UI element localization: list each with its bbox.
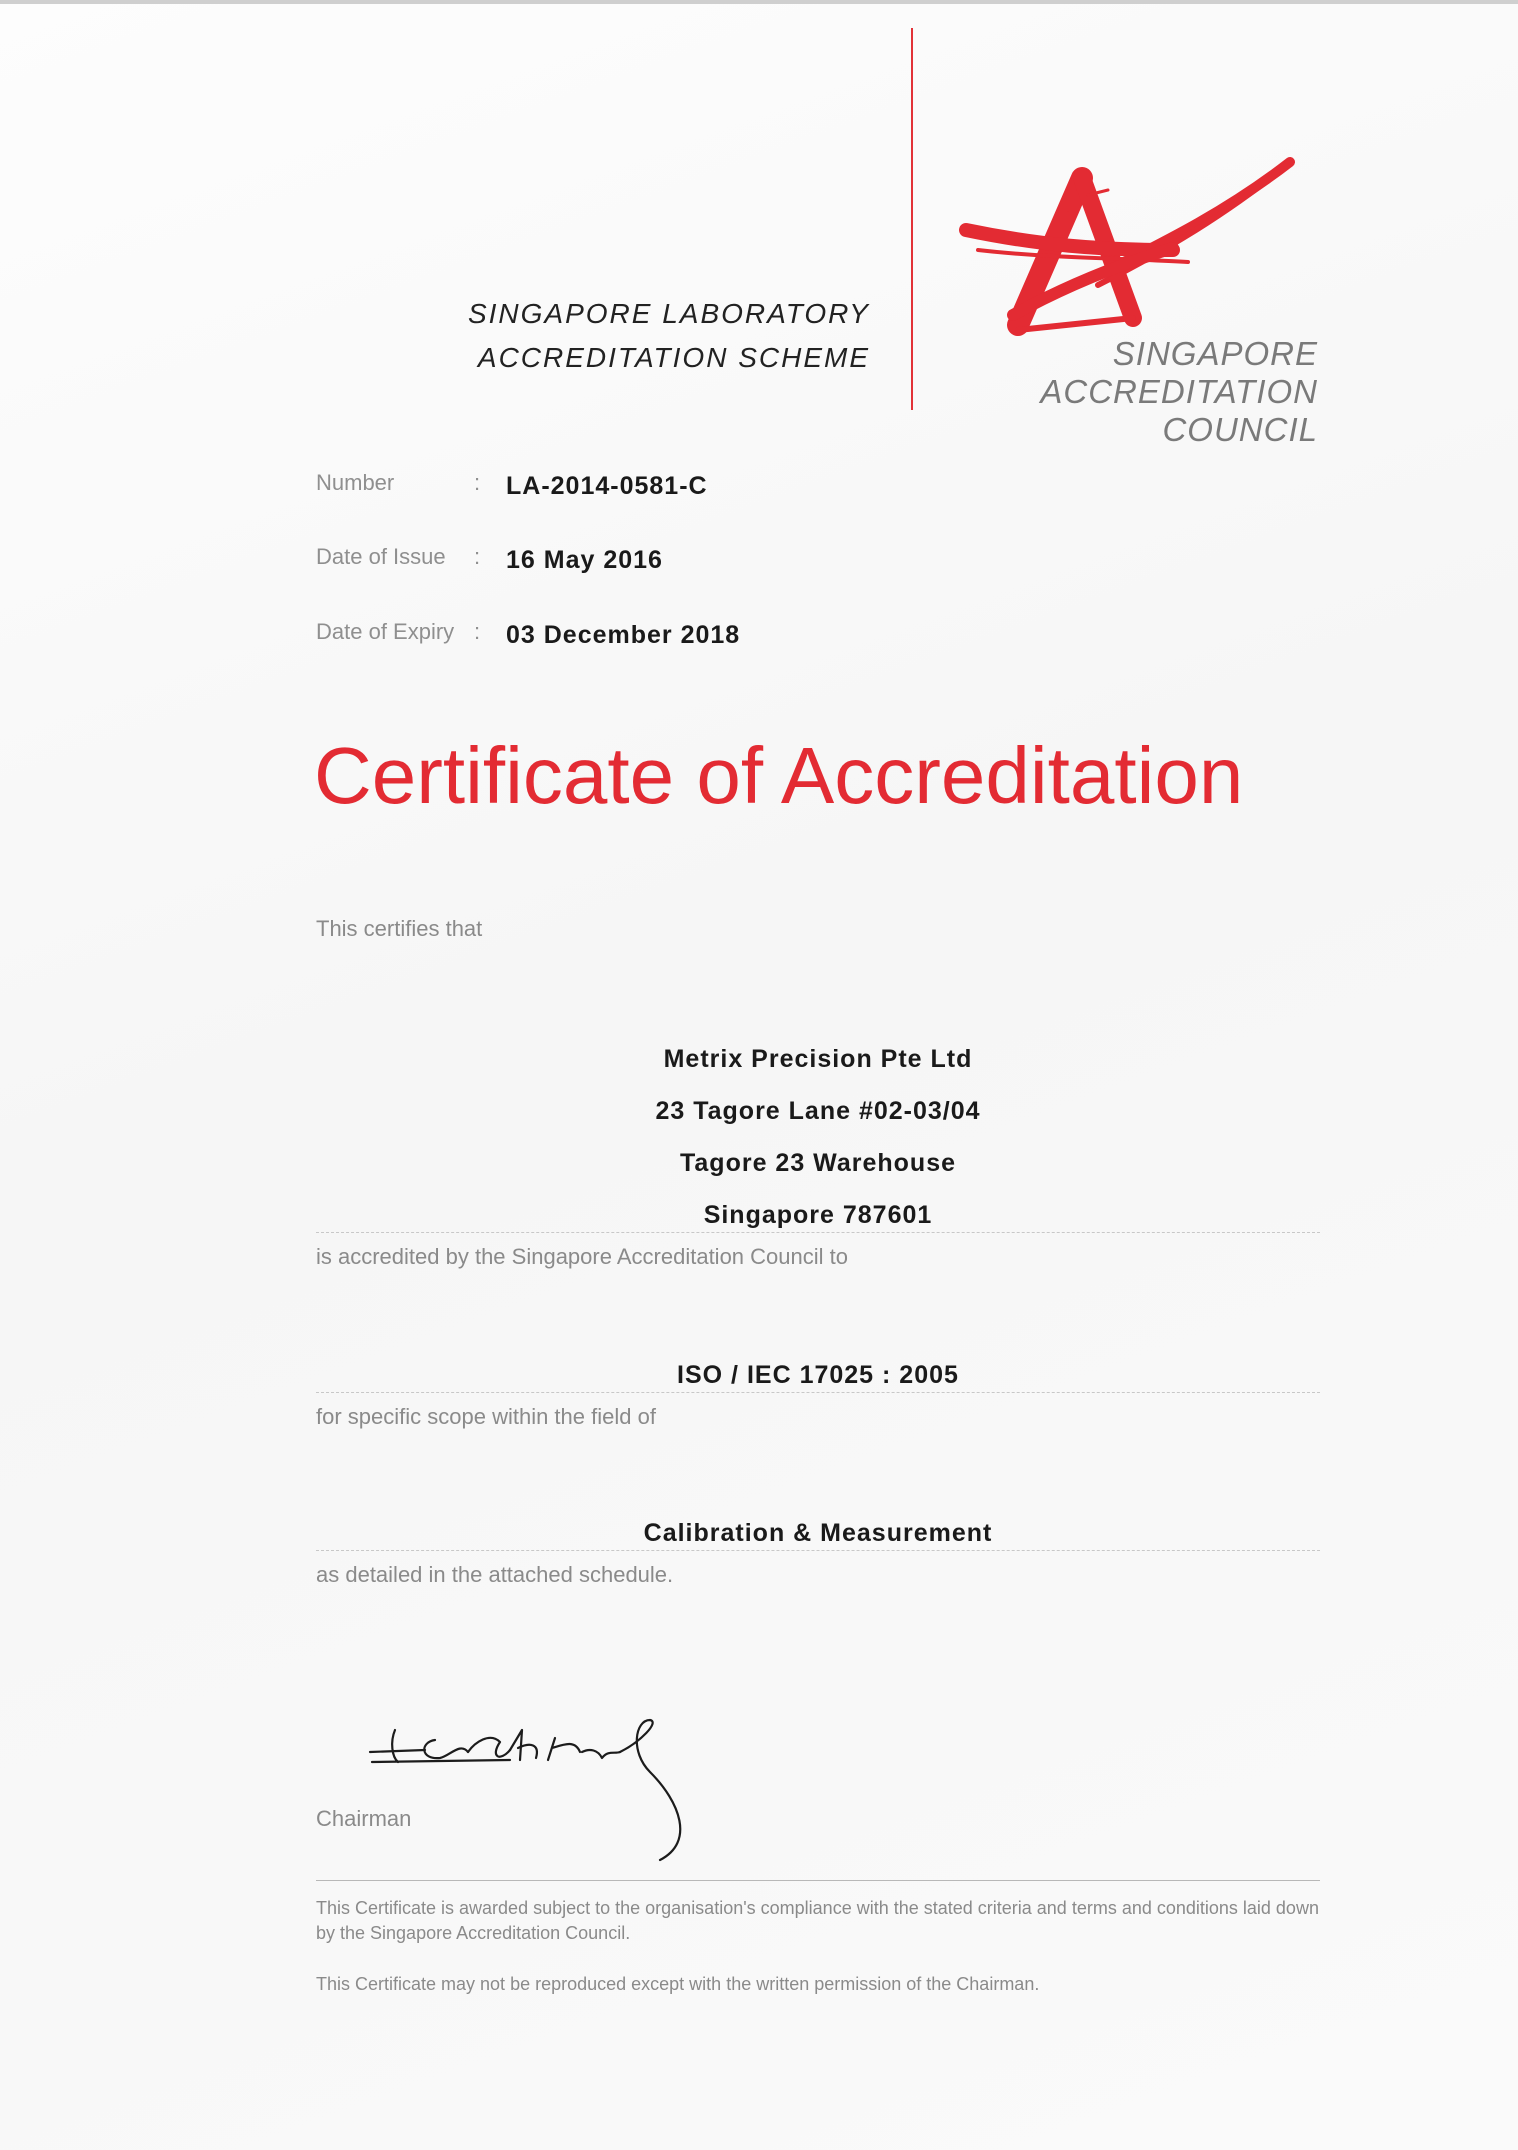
organisation-name: Metrix Precision Pte Ltd — [663, 1045, 973, 1073]
council-line-2: ACCREDITATION COUNCIL — [1040, 373, 1318, 448]
scheme-line-2: ACCREDITATION SCHEME — [477, 342, 870, 373]
certificate-title: Certificate of Accreditation — [314, 731, 1244, 820]
scheme-name — [420, 292, 870, 380]
issue-date-colon: : — [474, 544, 481, 569]
accreditation-field: Calibration & Measurement — [643, 1519, 993, 1547]
expiry-date-colon: : — [474, 619, 481, 644]
standard-name: ISO / IEC 17025 : 2005 — [677, 1361, 959, 1389]
expiry-date-label: Date of Expiry — [316, 619, 455, 644]
chairman-signature — [350, 1712, 790, 1882]
accredited-by-text: is accredited by the Singapore Accreditation Council to — [316, 1244, 848, 1269]
address-line-2: Tagore 23 Warehouse — [679, 1149, 957, 1177]
certifies-text: This certifies that — [316, 916, 483, 941]
scheme-line-1: SINGAPORE LABORATORY — [467, 298, 870, 329]
council-name — [948, 335, 1318, 449]
footer-note-compliance: This Certificate is awarded subject to the organisation's compliance with the stated criteria and terms and conditions laid down by the Singapore Accreditation Council. — [316, 1898, 1319, 1943]
council-line-1: SINGAPORE — [1112, 335, 1318, 372]
expiry-date-value: 03 December 2018 — [506, 621, 741, 649]
schedule-text: as detailed in the attached schedule. — [316, 1562, 674, 1587]
issue-date-label: Date of Issue — [316, 544, 446, 569]
address-line-1: 23 Tagore Lane #02-03/04 — [655, 1097, 981, 1125]
issue-date-value: 16 May 2016 — [506, 546, 663, 574]
field-underline — [316, 1550, 1320, 1551]
address-underline — [316, 1232, 1320, 1233]
chairman-label: Chairman — [316, 1806, 412, 1831]
footer-rule — [316, 1880, 1320, 1881]
footer-note-reproduction: This Certificate may not be reproduced except with the written permission of the Chairman. — [316, 1974, 1040, 1994]
number-colon: : — [474, 470, 481, 495]
top-edge-rule — [0, 0, 1518, 4]
standard-underline — [316, 1392, 1320, 1393]
number-value: LA-2014-0581-C — [506, 472, 708, 500]
number-label: Number — [316, 470, 395, 495]
sac-star-logo — [958, 150, 1298, 340]
header-divider — [911, 28, 913, 410]
scope-intro-text: for specific scope within the field of — [316, 1404, 656, 1429]
address-line-3: Singapore 787601 — [703, 1201, 933, 1229]
